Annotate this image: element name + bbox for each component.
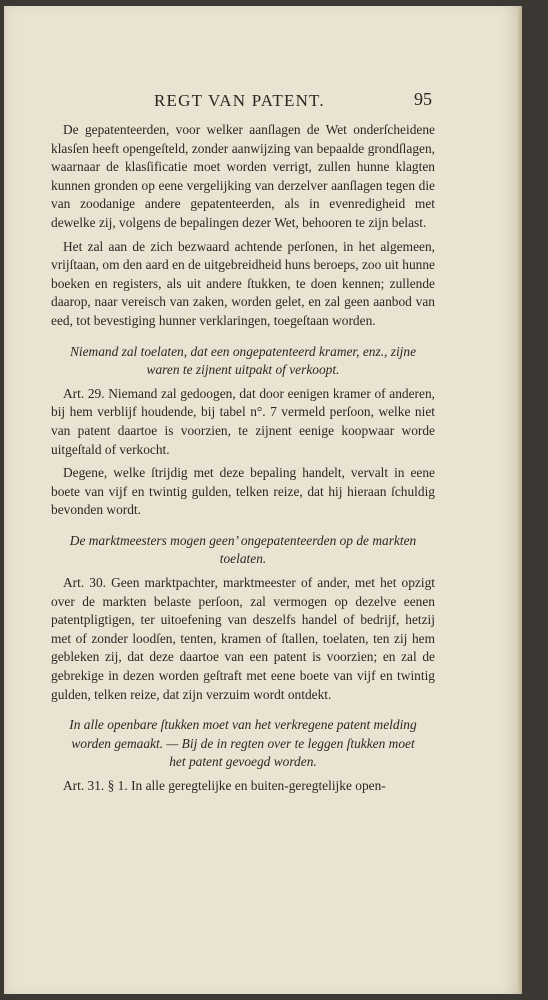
section-heading-2: De marktmeesters mogen geen’ ongepatenteerden op de markten toelaten. [69, 532, 417, 567]
paragraph-1: De gepatenteerden, voor welker aanſlagen de Wet onderſcheidene klasſen heeft opengeſteld, zonder aanwijzing van bepaalde grondſlagen, waarnaar de klasſificatie moet worden verrigt, zullen hunne klagten kunnen gronden op eene vergelijking van derzelver aanſlagen tegen die van zoodanige andere gepatenteerden, als in evenredigheid met dewelke zij, volgens de bepalingen dezer Wet, behooren te zijn belast. [51, 122, 435, 230]
section-heading-3: In alle openbare ſtukken moet van het verkregene patent melding worden gemaakt. — Bij de in regten over te leggen ſtukken moet het patent gevoegd worden. [69, 717, 417, 770]
article-29: Art. 29. Niemand zal gedoogen, dat door eenigen kramer of anderen, bij hem verblijf houdende, bij tabel n°. 7 vermeld perſoon, welke niet van patent daartoe is voorzien, te zijnent eenige koopwaar worde uitgeſtald of verkocht. [51, 385, 435, 457]
book-page [4, 6, 522, 994]
running-head-title: REGT VAN PATENT. [154, 91, 325, 110]
page-edge [518, 6, 522, 994]
article-31-start: Art. 31. § 1. In alle geregtelijke en buiten-geregtelijke open- [63, 778, 386, 793]
page-number: 95 [414, 89, 432, 109]
article-30: Art. 30. Geen marktpachter, marktmeester of ander, met het opzigt over de markten belaste perſoon, zal vermogen op dezelve eenen patentpligtigen, ter uitoefening van deszelfs handel of bedrijf, hetzij met of zonder loodſen, tenten, kramen of ſtallen, toelaten, ten zij hem gebleken zij, dat deze daartoe van een patent is voorzien; en zal de gebrekige in dezen worden geſtraft met eene boete van vijf en twintig gulden, telken reize, dat zijn verzuim wordt ontdekt. [51, 575, 435, 702]
running-head [4, 91, 522, 115]
paragraph-2: Het zal aan de zich bezwaard achtende perſonen, in het algemeen, vrijſtaan, om den aard en de uitgebreidheid huns beroeps, zoo uit hunne boeken en registers, als uit andere ſtukken, te doen kennen; zullende daarop, naar vereisch van zaken, worden gelet, en zal geen aanbod van eed, tot bevestiging hunner verklaringen, toegeſtaan worden. [51, 238, 435, 328]
section-heading-1: Niemand zal toelaten, dat een ongepatenteerd kramer, enz., zijne waren te zijnent uitpakt of verkoopt. [69, 343, 417, 378]
page-body [51, 121, 435, 796]
paragraph-penalty-29: Degene, welke ſtrijdig met deze bepaling handelt, vervalt in eene boete van vijf en twintig gulden, telken reize, dat hij hieraan ſchuldig bevonden wordt. [51, 465, 435, 518]
